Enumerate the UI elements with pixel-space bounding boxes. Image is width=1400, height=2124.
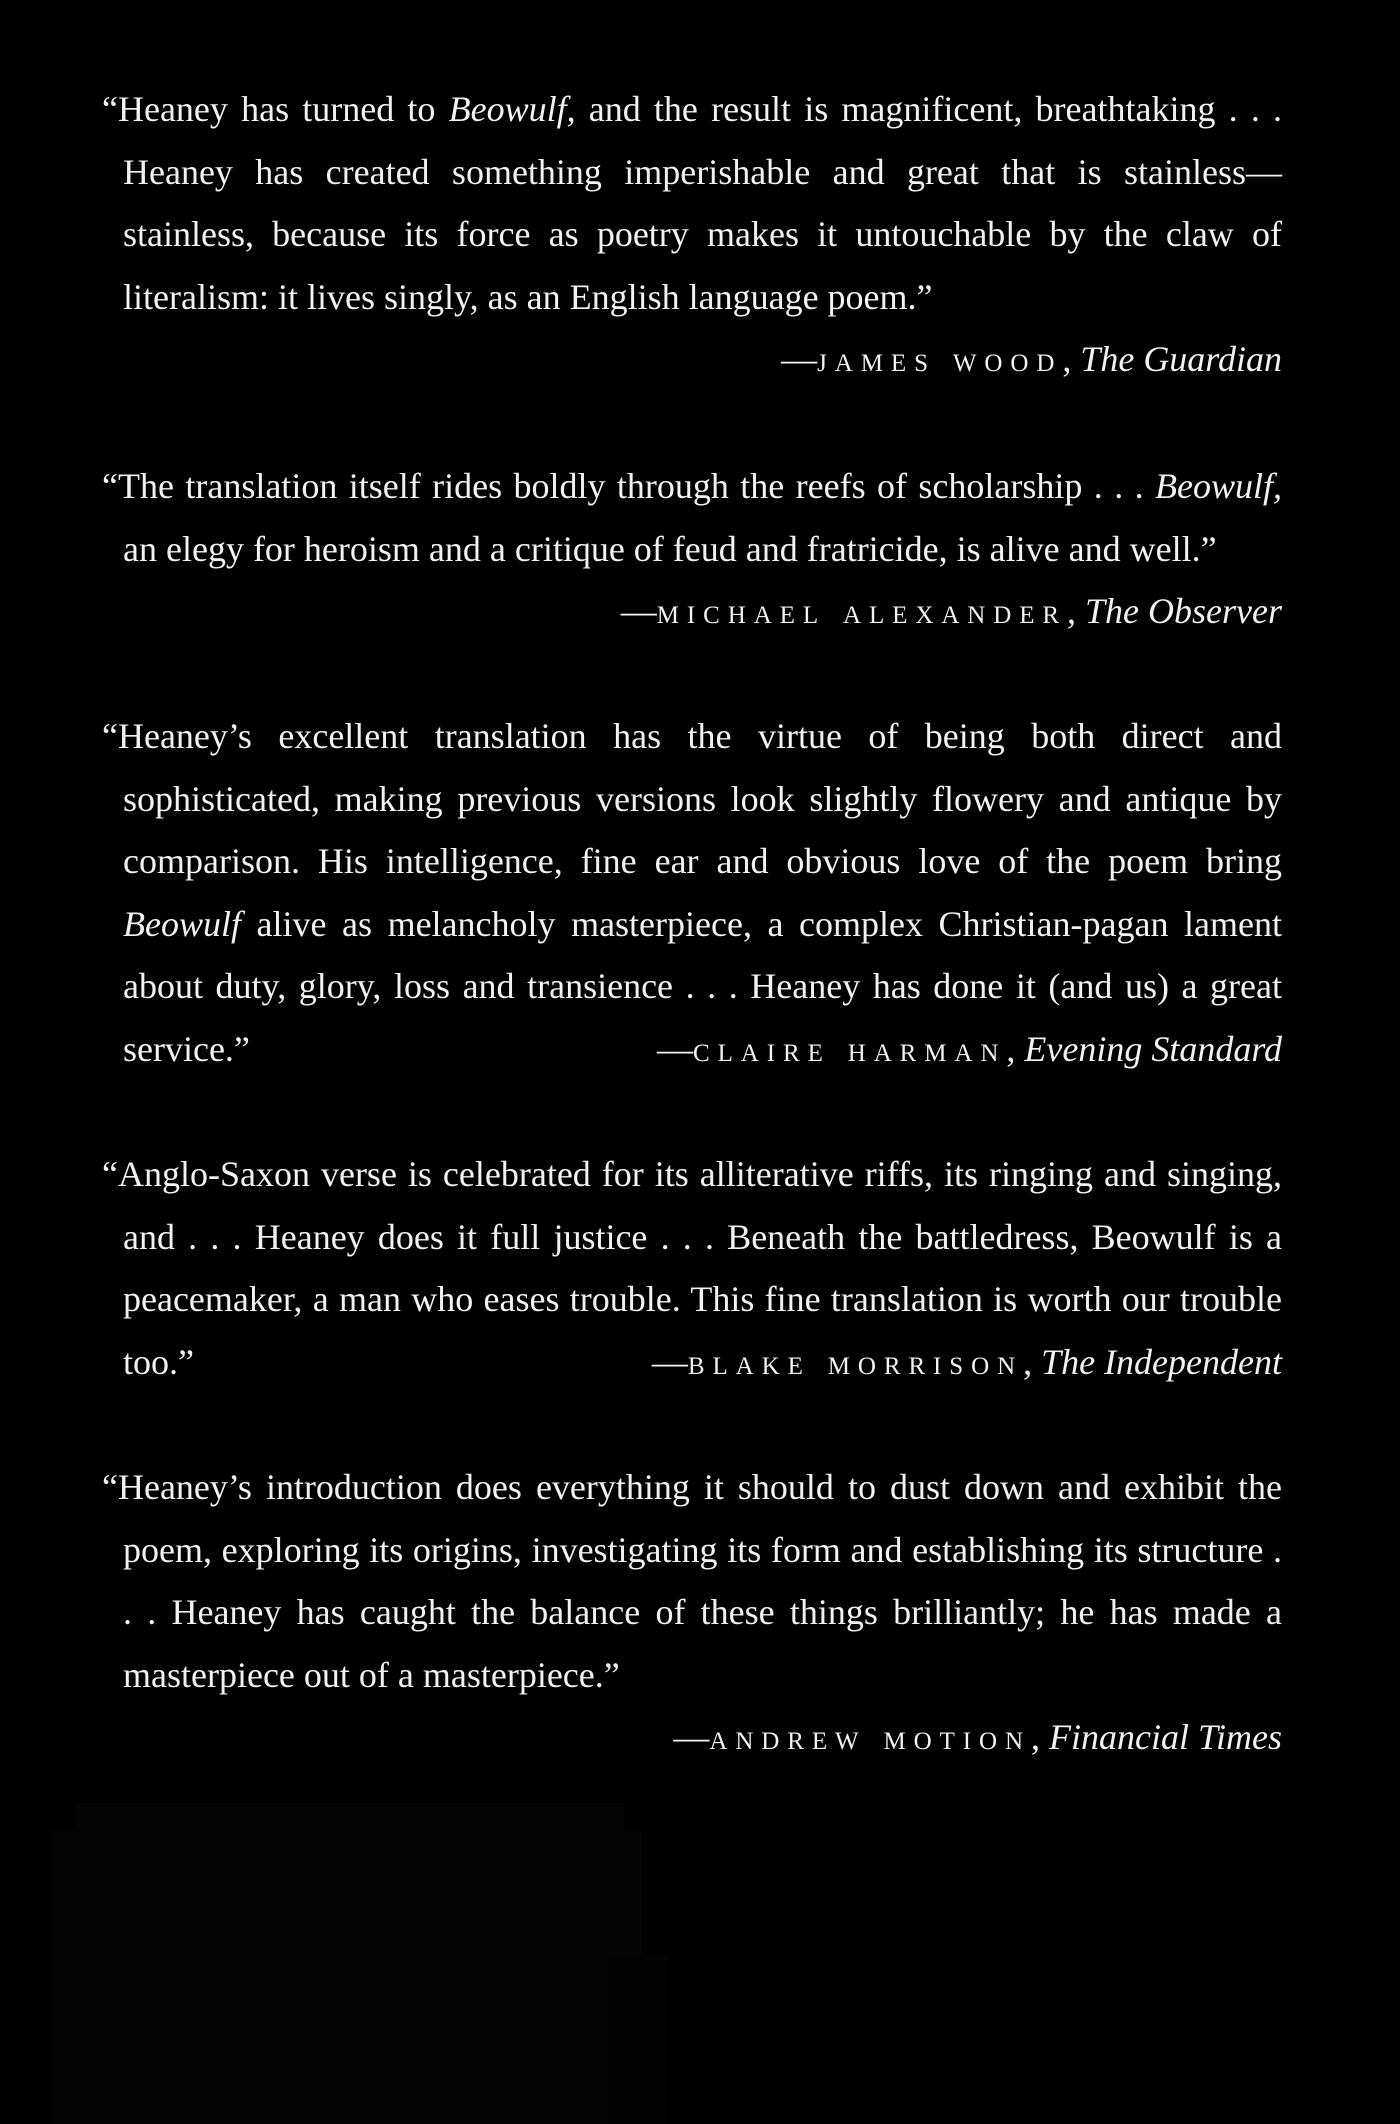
review-attribution: —claire harman, Evening Standard [657,1028,1282,1069]
review-blurb [102,1143,1282,1393]
review-blurb [102,1456,1282,1769]
review-attribution: —james wood, The Guardian [781,339,1282,379]
review-attribution: —blake morrison, The Independent [651,1341,1282,1382]
reviewer-name: michael alexander [656,591,1068,631]
review-quote: “The translation itself rides boldly through the reefs of scholarship . . . Beowulf, an elegy for heroism and a critique of feud and fratricide, is alive and well.” [102,466,1282,569]
dark-patch [52,1830,642,2124]
publication-name: Financial Times [1049,1717,1282,1757]
review-quote: “Heaney’s excellent translation has the virtue of being both direct and sophisticated, making previous versions look slightly flowery and antique by comparison. His intelligence, fine ear and obvious love of the poem bring Beowulf alive as melancholy masterpiece, a complex Christian-pagan lament about duty, glory, loss and transience . . . Heaney has done it (and us) a great service.” —claire harman, Evening Standard [102,705,1282,1080]
reviewer-name: andrew motion [709,1717,1031,1757]
publication-name: The Guardian [1080,339,1282,379]
publication-name: Evening Standard [1024,1028,1282,1069]
publication-name: The Independent [1041,1341,1282,1382]
reviewer-name: blake morrison [687,1341,1024,1382]
reviewer-name: claire harman [693,1028,1007,1069]
review-attribution: —michael alexander, The Observer [620,591,1282,631]
review-blurb [102,78,1282,391]
review-blurb [102,455,1282,643]
publication-name: The Observer [1085,591,1282,631]
review-blurb [102,705,1282,1080]
reviewer-name: james wood [817,339,1063,379]
review-quote: “Heaney has turned to Beowulf, and the result is magnificent, breathtaking . . . Heaney has created something imperishable and great that is stainless—stainless, because its force as poetry makes it untouchable by the claw of literalism: it lives singly, as an English language poem.” [102,89,1283,317]
dark-patch [608,1955,668,2124]
review-attribution: —andrew motion, Financial Times [673,1717,1282,1757]
review-quote: “Heaney’s introduction does everything it should to dust down and exhibit the poem, exploring its origins, investigating its form and establishing its structure . . . Heaney has caught the balance of these things brilliantly; he has made a masterpiece out of a masterpiece.” [102,1467,1282,1695]
review-quote: “Anglo-Saxon verse is celebrated for its alliterative riffs, its ringing and singing, and . . . Heaney does it full justice . . . Beneath the battledress, Beowulf is a peacemaker, a man who eases trouble. This fine translation is worth our trouble too.” —blake morrison, The Independent [102,1143,1282,1393]
